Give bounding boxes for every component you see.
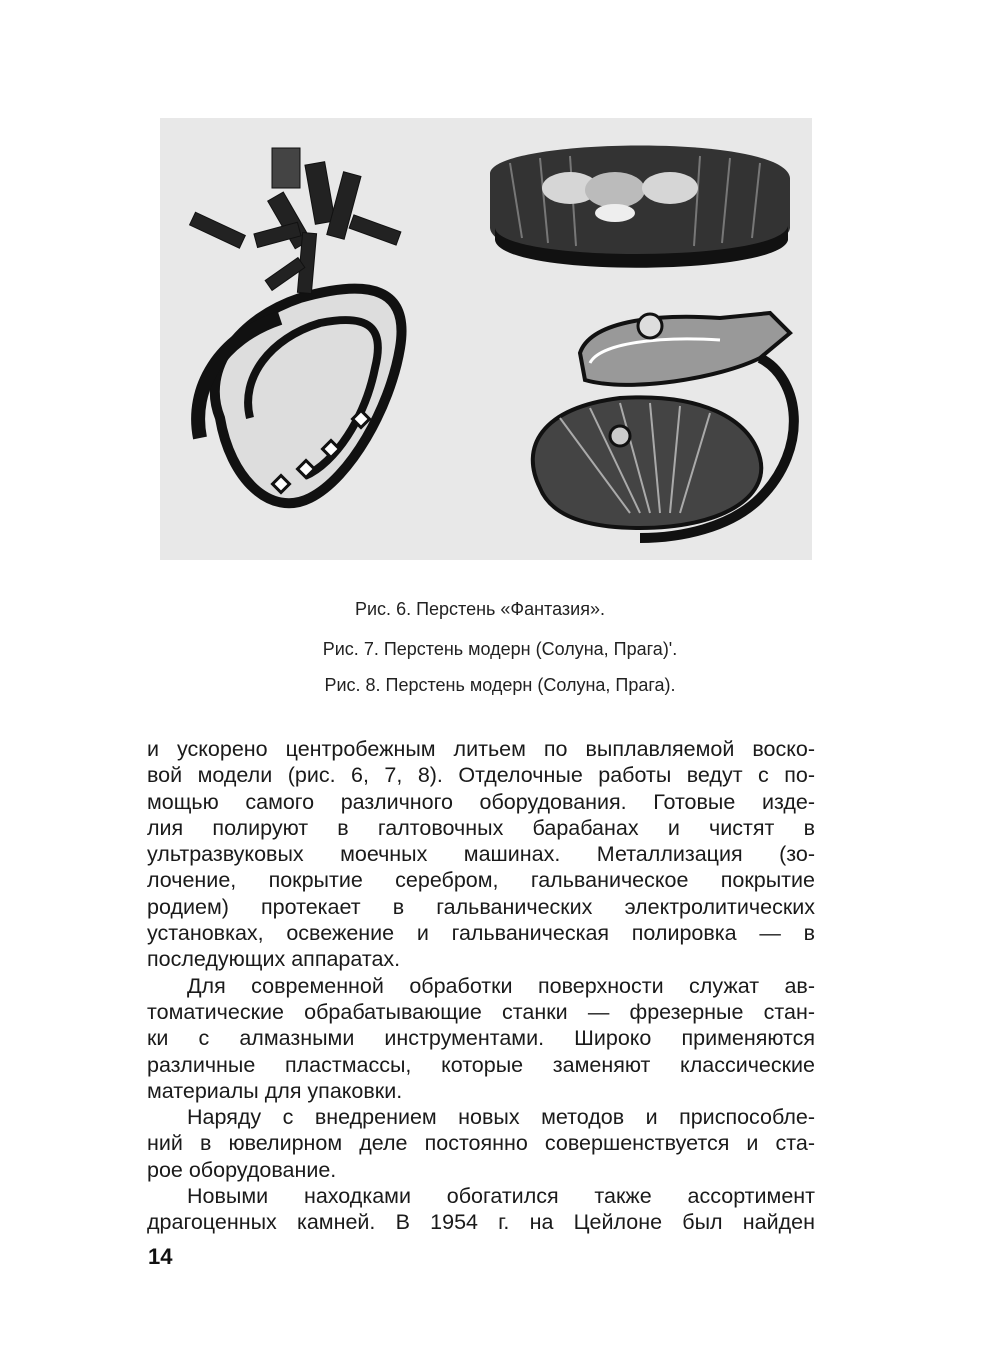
text-line: томатические обрабатывающие станки — фрезерные стан- <box>147 999 815 1024</box>
text-line: ний в ювелирном деле постоянно совершенствуется и ста- <box>147 1131 815 1156</box>
text-line: последующих аппаратах. <box>147 947 401 972</box>
page-number: 14 <box>148 1244 173 1269</box>
text-line: ки с алмазными инструментами. Широко применяются <box>147 1026 815 1051</box>
text-line: установках, освежение и гальваническая полировка — в <box>147 921 815 946</box>
figure-caption-7: Рис. 7. Перстень модерн (Солуна, Прага)'. <box>322 639 678 659</box>
figure-rings <box>160 118 812 560</box>
body-text <box>147 736 815 1236</box>
paragraph <box>147 736 815 973</box>
text-line: ультразвуковых моечных машинах. Металлизация (зо- <box>147 842 815 867</box>
text-line: различные пластмассы, которые заменяют классические <box>147 1052 815 1077</box>
text-line: вой модели (рис. 6, 7, 8). Отделочные работы ведут с по- <box>147 763 815 788</box>
text-line: Новыми находками обогатился также ассортимент <box>187 1184 815 1209</box>
text-line: родием) протекает в гальванических электролитических <box>147 894 815 919</box>
paragraph <box>147 1183 815 1236</box>
paragraph <box>147 1104 815 1183</box>
text-line: Для современной обработки поверхности служат ав- <box>187 973 815 998</box>
text-line: Наряду с внедрением новых методов и приспособле- <box>187 1105 815 1130</box>
figure-caption-6: Рис. 6. Перстень «Фантазия». <box>355 599 605 619</box>
figure-caption-8: Рис. 8. Перстень модерн (Солуна, Прага). <box>324 675 676 695</box>
text-line: и ускорено центробежным литьем по выплавляемой воско- <box>147 737 815 761</box>
text-line: мощью самого различного оборудования. Готовые изде- <box>147 789 815 814</box>
paragraph <box>147 973 815 1104</box>
text-line: лочение, покрытие серебром, гальваническое покрытие <box>147 868 815 893</box>
text-line: лия полируют в галтовочных барабанах и чистят в <box>147 815 815 840</box>
ring-modern-band-icon <box>490 146 790 268</box>
text-line: рое оборудование. <box>147 1157 337 1182</box>
text-line: материалы для упаковки. <box>147 1078 403 1103</box>
text-line: драгоценных камней. В 1954 г. на Цейлоне был найден <box>147 1210 815 1235</box>
